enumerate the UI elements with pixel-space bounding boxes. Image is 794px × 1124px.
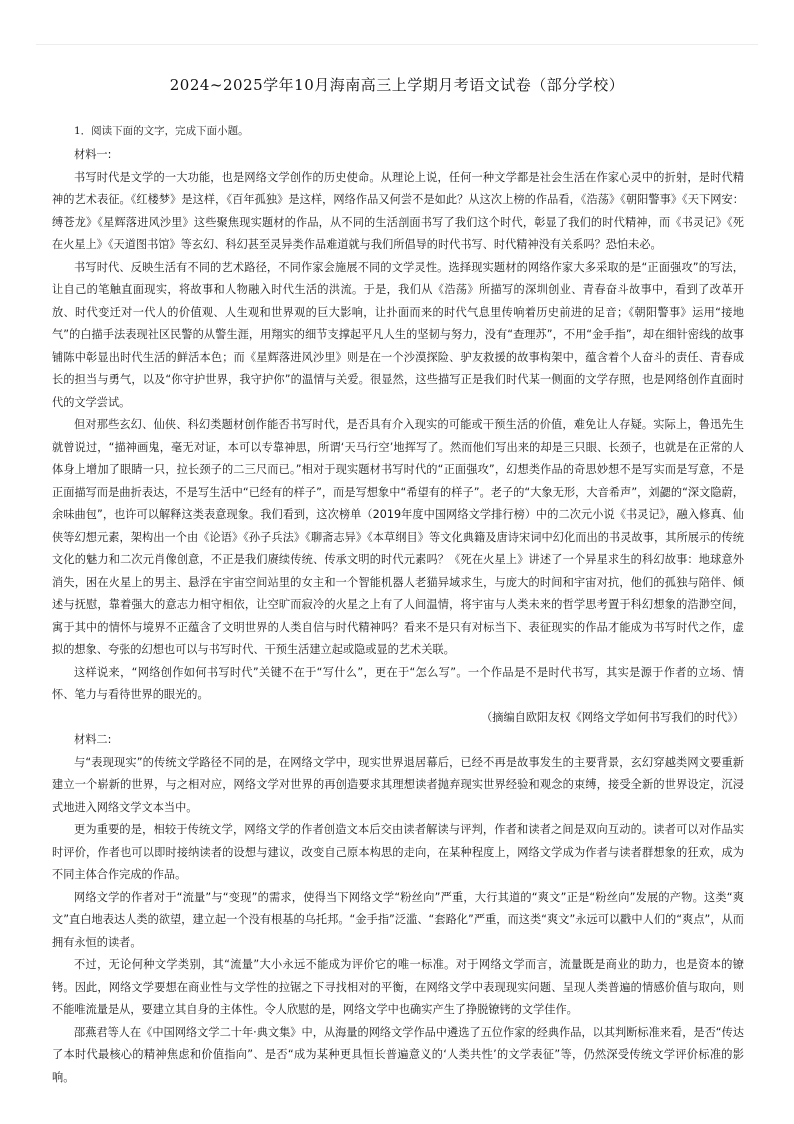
material-1-source: （摘编自欧阳友权《网络文学如何书写我们的时代》） [481,710,744,724]
material-2-paragraph: 网络文学的作者对于“流量”与“变现”的需求，使得当下网络文学“粉丝向”严重，大行其道的“爽文”正是“粉丝向”发展的产物。这类“爽文”直白地表达人类的欲望，建立起一个没有根基的乌托邦。“金手指”泛滥、“套路化”严重，而这类“爽文”永远可以戳中人们的“爽点”，从而拥有永恒的读者。 [52,890,744,949]
header-divider [36,44,758,45]
page-title: 2024~2025学年10月海南高三上学期月考语文试卷（部分学校） [169,76,625,94]
material-2-paragraph: 邵燕君等人在《中国网络文学二十年·典文集》中，从海量的网络文学作品中遴选了五位作家的经典作品，以其判断标准来看，是否“传达了本时代最核心的精神焦虑和价值指向”、是否“成为某种更具恒长普遍意义的‘人类共性’的文学表征”等，仍然深受传统文学评价标准的影响。 [52,1025,744,1084]
material-2-paragraph: 与“表现现实”的传统文学路径不同的是，在网络文学中，现实世界退居幕后，已经不再是故事发生的主要背景，玄幻穿越类网文要重新建立一个崭新的世界，与之相对应，网络文学对世界的再创造要求其理想读者抛弃现实世界经验和观念的束缚，接受全新的世界设定，沉浸式地进入网络文学文本当中。 [52,755,744,814]
material-1-paragraph: 这样说来，“网络创作如何书写时代”关键不在于“写什么”，更在于“怎么写”。一个作品是不是时代书写，其实是源于作者的立场、情怀、笔力与看待世界的眼光的。 [52,665,744,701]
material-2-paragraph: 不过，无论何种文学类别，其“流量”大小永远不能成为评价它的唯一标准。对于网络文学而言，流量既是商业的助力，也是资本的镣铐。因此，网络文学要想在商业性与文学性的拉锯之下寻找相对的平衡，在网络文学中表现现实问题、呈现人类普遍的情感价值与取向，则不能唯流量是从，要建立其自身的主体性。令人欣慰的是，网络文学中也确实产生了挣脱镣铐的文学佳作。 [52,958,744,1016]
material-1-paragraph: 但对那些玄幻、仙侠、科幻类题材创作能否书写时代，是否具有介入现实的可能或干预生活的价值，难免让人存疑。实际上，鲁迅先生就曾说过，“描神画鬼，毫无对证，本可以专靠神思，所谓‘天马行空’地挥写了。然而他们写出来的却是三只眼、长颈子，也就是在正常的人体身上增加了眼睛一只，拉长颈子的二三尺而已。”相对于现实题材书写时代的“正面强攻”，幻想类作品的奇思妙想不是写实而是写意，不是正面描写而是曲折表达，不是写生活中“已经有的样子”，而是写想象中“希望有的样子”。老子的“大象无形，大音希声”，刘勰的“深文隐蔚，余味曲包”，也许可以解释这类表意现象。我们看到，这次榜单（2019年度中国网络文学排行榜）中的二次元小说《书灵记》，融入修真、仙侠等幻想元素，架构出一个由《论语》《孙子兵法》《聊斋志异》《本草纲目》等文化典籍及唐诗宋词中幻化而出的书灵故事，其所展示的传统文化的魅力和二次元肖像创意，不正是我们赓续传统、传承文明的时代元素吗？《死在火星上》讲述了一个异星求生的科幻故事：地球意外消失，困在火星上的男主、悬浮在宇宙空间站里的女主和一个智能机器人老猫异域求生，与庞大的时间和宇宙对抗，他们的孤独与陪伴、倾述与抚慰，靠着强大的意志力相守相依，让空旷而寂冷的火星之上有了人间温情，将宇宙与人类未来的哲学思考置于科幻想象的浩渺空间，寓于其中的情怀与境界不正蕴含了文明世界的人类自信与时代精神吗？看来不是只有对标当下、表征现实的作品才能成为书写时代之作，虚拟的想象、夸张的幻想也可以与书写时代、干预生活建立起或隐或显的艺术关联。 [52,418,744,656]
material-1-paragraph: 书写时代是文学的一大功能，也是网络文学创作的历史使命。从理论上说，任何一种文学都是社会生活在作家心灵中的折射，是时代精神的艺术表征。《红楼梦》是这样，《百年孤独》是这样，网络作品又何尝不是如此？从这次上榜的作品看，《浩荡》《朝阳警事》《天下网安：缚苍龙》《星辉落进风沙里》这些聚焦现实题材的作品，从不同的生活剖面书写了我们这个时代，彰显了我们的时代精神，而《书灵记》《死在火星上》《天道图书馆》等玄幻、科幻甚至灵异类作品难道就与我们所倡导的时代书写、时代精神没有关系吗？恐怕未必。 [52,170,744,251]
material-1-label: 材料一: [74,148,112,161]
material-2-label: 材料二: [74,733,112,746]
question-prompt: 1．阅读下面的文字，完成下面小题。 [74,125,249,137]
material-1-paragraph: 书写时代、反映生活有不同的艺术路径，不同作家会施展不同的文学灵性。选择现实题材的网络作家大多采取的是“正面强攻”的写法，让自己的笔触直面现实，将故事和人物融入时代生活的洪流。于是，我们从《浩荡》所描写的深圳创业、青春奋斗故事中，看到了改革开放、时代变迁对一代人的价值观、人生观和世界观的巨大影响，让扑面而来的时代气息里传响着历史前进的足音；《朝阳警事》运用“接地气”的白描手法表现社区民警的从警生涯，用翔实的细节支撑起平凡人生的坚韧与努力，没有“查理苏”，不用“金手指”，却在细针密线的故事铺陈中彰显出时代生活的鲜活本色；而《星辉落进风沙里》则是在一个沙漠探险、驴友救援的故事构架中，蕴含着个人奋斗的责任、青春成长的担当与勇气，以及“你守护世界，我守护你”的温情与关爱。很显然，这些描写正是我们时代某一侧面的文学存照，也是网络创作直面时代的文学尝试。 [52,260,744,409]
document-body [52,118,744,1089]
material-2-paragraph: 更为重要的是，相较于传统文学，网络文学的作者创造文本后交由读者解读与评判，作者和读者之间是双向互动的。读者可以对作品实时评价，作者也可以即时接纳读者的设想与建议，改变自己原本构思的走向，在某种程度上，网络文学成为作者与读者群想象的狂欢，成为不同主体合作完成的作品。 [52,823,744,881]
